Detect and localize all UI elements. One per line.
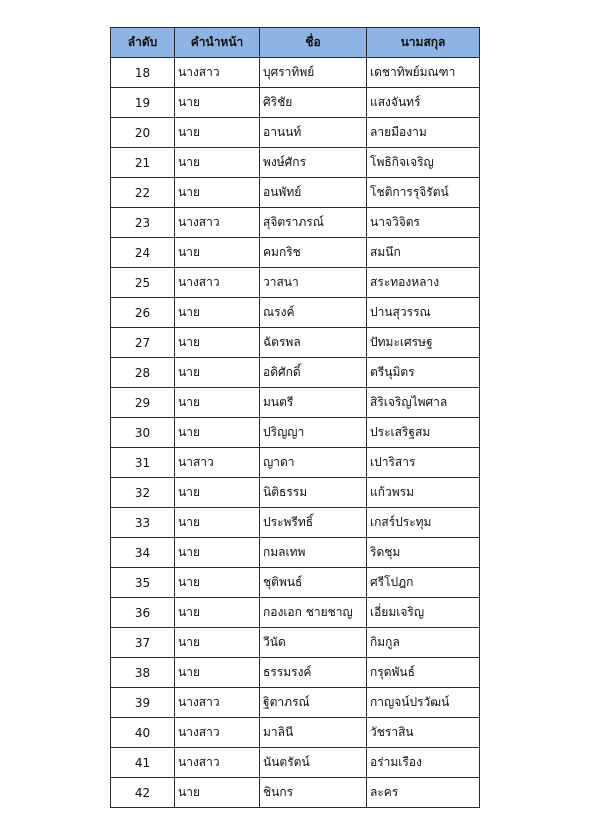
row-last-name: โชติการรุจิรัตน์ — [367, 178, 480, 208]
row-title: นาย — [175, 298, 260, 328]
row-title: นาย — [175, 658, 260, 688]
table-row — [111, 568, 480, 598]
row-first-name: อดิศักดิ์ — [260, 358, 367, 388]
row-number: 34 — [111, 538, 175, 568]
row-first-name: ประพรีทธิ์ — [260, 508, 367, 538]
row-last-name: แสงจันทร์ — [367, 88, 480, 118]
table-row — [111, 358, 480, 388]
table-row — [111, 598, 480, 628]
row-first-name: กมลเทพ — [260, 538, 367, 568]
row-first-name: ฐิตาภรณ์ — [260, 688, 367, 718]
table-row — [111, 508, 480, 538]
row-first-name: อานนท์ — [260, 118, 367, 148]
row-number: 33 — [111, 508, 175, 538]
row-number: 27 — [111, 328, 175, 358]
row-number: 24 — [111, 238, 175, 268]
row-last-name: นาจวิจิตร — [367, 208, 480, 238]
table-row — [111, 58, 480, 88]
row-title: นางสาว — [175, 268, 260, 298]
row-title: นาย — [175, 118, 260, 148]
row-last-name: ศรีโปฎก — [367, 568, 480, 598]
row-first-name: มนตรี — [260, 388, 367, 418]
table-row — [111, 88, 480, 118]
table-row — [111, 148, 480, 178]
row-title: นางสาว — [175, 208, 260, 238]
row-first-name: วาสนา — [260, 268, 367, 298]
row-title: นาย — [175, 598, 260, 628]
row-first-name: นันตรัตน์ — [260, 748, 367, 778]
table-row — [111, 718, 480, 748]
row-title: นางสาว — [175, 718, 260, 748]
row-last-name: โพธิกิจเจริญ — [367, 148, 480, 178]
row-first-name: ปริญญา — [260, 418, 367, 448]
row-number: 23 — [111, 208, 175, 238]
row-number: 39 — [111, 688, 175, 718]
row-title: นาย — [175, 238, 260, 268]
row-first-name: ชินกร — [260, 778, 367, 808]
table-row — [111, 688, 480, 718]
row-number: 37 — [111, 628, 175, 658]
row-first-name: คมกริช — [260, 238, 367, 268]
row-title: นางสาว — [175, 748, 260, 778]
header-last-name: นามสกุล — [367, 28, 480, 58]
row-first-name: นิติธรรม — [260, 478, 367, 508]
row-last-name: สมนึก — [367, 238, 480, 268]
table-row — [111, 778, 480, 808]
row-number: 22 — [111, 178, 175, 208]
row-number: 25 — [111, 268, 175, 298]
row-last-name: ตรีนุมิตร — [367, 358, 480, 388]
row-first-name: ชุติพนธ์ — [260, 568, 367, 598]
row-last-name: เดชาทิพย์มณฑา — [367, 58, 480, 88]
row-first-name: กองเอก ชายชาญ — [260, 598, 367, 628]
row-last-name: วัชราสิน — [367, 718, 480, 748]
row-title: นาย — [175, 568, 260, 598]
row-number: 36 — [111, 598, 175, 628]
row-title: นาสาว — [175, 448, 260, 478]
row-title: นาย — [175, 148, 260, 178]
row-number: 28 — [111, 358, 175, 388]
row-first-name: สุจิตราภรณ์ — [260, 208, 367, 238]
row-title: นาย — [175, 478, 260, 508]
row-title: นาย — [175, 778, 260, 808]
row-first-name: บุศราทิพย์ — [260, 58, 367, 88]
row-number: 26 — [111, 298, 175, 328]
table-row — [111, 448, 480, 478]
table-row — [111, 628, 480, 658]
row-last-name: อร่ามเรือง — [367, 748, 480, 778]
row-title: นาย — [175, 508, 260, 538]
row-title: นาย — [175, 178, 260, 208]
row-number: 38 — [111, 658, 175, 688]
table-row — [111, 478, 480, 508]
row-title: นาย — [175, 358, 260, 388]
row-number: 30 — [111, 418, 175, 448]
table-header-row — [111, 28, 480, 58]
table-row — [111, 298, 480, 328]
table-row — [111, 238, 480, 268]
row-last-name: ละคร — [367, 778, 480, 808]
row-title: นาย — [175, 328, 260, 358]
row-last-name: เปาริสาร — [367, 448, 480, 478]
table-row — [111, 538, 480, 568]
row-title: นาย — [175, 418, 260, 448]
row-number: 42 — [111, 778, 175, 808]
header-first-name: ชื่อ — [260, 28, 367, 58]
header-title: คำนำหน้า — [175, 28, 260, 58]
row-first-name: ศิริชัย — [260, 88, 367, 118]
row-title: นางสาว — [175, 58, 260, 88]
table-row — [111, 388, 480, 418]
table-row — [111, 328, 480, 358]
table-body — [111, 58, 480, 808]
row-last-name: กิมกูล — [367, 628, 480, 658]
row-last-name: ลายมืองาม — [367, 118, 480, 148]
row-first-name: ฉัตรพล — [260, 328, 367, 358]
row-number: 19 — [111, 88, 175, 118]
row-number: 18 — [111, 58, 175, 88]
row-number: 20 — [111, 118, 175, 148]
row-title: นาย — [175, 88, 260, 118]
row-number: 35 — [111, 568, 175, 598]
row-title: นาย — [175, 628, 260, 658]
row-first-name: ญาดา — [260, 448, 367, 478]
row-last-name: สระทองหลาง — [367, 268, 480, 298]
row-first-name: มาลินี — [260, 718, 367, 748]
row-last-name: แก้วพรม — [367, 478, 480, 508]
row-number: 32 — [111, 478, 175, 508]
row-last-name: เอี่ยมเจริญ — [367, 598, 480, 628]
table-row — [111, 208, 480, 238]
row-first-name: ธรรมรงค์ — [260, 658, 367, 688]
table-row — [111, 418, 480, 448]
table-row — [111, 748, 480, 778]
table-row — [111, 118, 480, 148]
row-number: 21 — [111, 148, 175, 178]
row-number: 40 — [111, 718, 175, 748]
row-last-name: เกสร์ประทุม — [367, 508, 480, 538]
table-row — [111, 268, 480, 298]
row-first-name: ณรงค์ — [260, 298, 367, 328]
table-row — [111, 178, 480, 208]
table-row — [111, 658, 480, 688]
row-title: นางสาว — [175, 688, 260, 718]
row-number: 29 — [111, 388, 175, 418]
row-first-name: พงษ์ศักร — [260, 148, 367, 178]
row-title: นาย — [175, 538, 260, 568]
header-no: ลำดับ — [111, 28, 175, 58]
name-list-table — [110, 27, 480, 808]
row-first-name: อนพัทย์ — [260, 178, 367, 208]
row-last-name: ปานสุวรรณ — [367, 298, 480, 328]
row-last-name: กาญจน์ปรวัฒน์ — [367, 688, 480, 718]
row-last-name: ริดชุม — [367, 538, 480, 568]
row-number: 41 — [111, 748, 175, 778]
row-number: 31 — [111, 448, 175, 478]
row-first-name: วีนัด — [260, 628, 367, 658]
row-last-name: ประเสริฐสม — [367, 418, 480, 448]
row-title: นาย — [175, 388, 260, 418]
row-last-name: ปัทมะเศรษฐ — [367, 328, 480, 358]
row-last-name: สิริเจริญไพศาล — [367, 388, 480, 418]
row-last-name: กรุดพันธ์ — [367, 658, 480, 688]
